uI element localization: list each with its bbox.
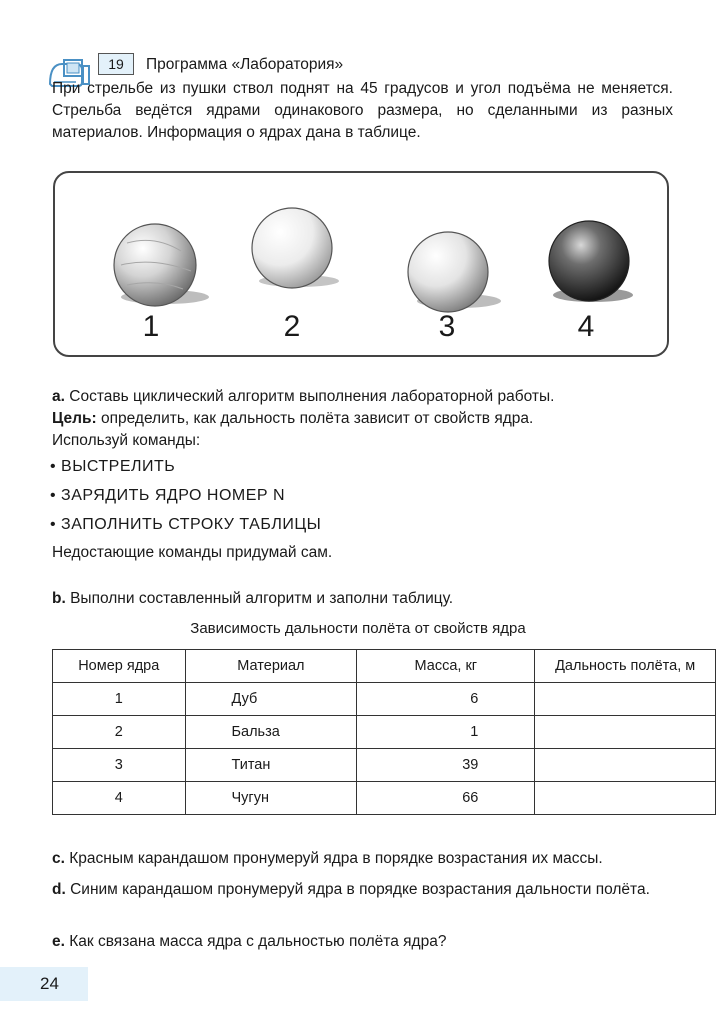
- goal-text: определить, как дальность полёта зависит от свойств ядра.: [100, 410, 534, 427]
- ball-label-1: 1: [142, 310, 160, 343]
- task-number-badge: 19: [98, 53, 134, 75]
- part-b-text: Выполни составленный алгоритм и заполни таблицу.: [70, 590, 454, 607]
- cell-distance-input[interactable]: [535, 683, 716, 716]
- ball-4-cast-iron: [549, 221, 629, 301]
- part-c-letter: c.: [52, 850, 65, 867]
- part-c-text: Красным карандашом пронумеруй ядра в порядке возрастания их массы.: [69, 850, 603, 867]
- cell-mass: 1: [357, 716, 535, 749]
- part-d-text: Синим карандашом пронумеруй ядра в порядке возрастания дальности полёта.: [70, 881, 650, 898]
- cell-mass: 39: [357, 749, 535, 782]
- ball-3-titanium: [408, 232, 488, 312]
- table-row: [53, 782, 716, 815]
- goal-label: Цель:: [52, 410, 97, 427]
- cell-material: Бальза: [185, 716, 357, 749]
- cannonballs-table: [52, 649, 716, 815]
- table-caption: Зависимость дальности полёта от свойств ядра: [190, 620, 526, 637]
- ball-label-2: 2: [283, 310, 301, 343]
- page-number: 24: [40, 974, 59, 993]
- part-b: [52, 588, 673, 610]
- part-c: [52, 848, 673, 870]
- command-fill-row: • ЗАПОЛНИТЬ СТРОКУ ТАБЛИЦЫ: [50, 516, 322, 533]
- header-mass: Масса, кг: [357, 650, 535, 683]
- header-distance: Дальность полёта, м: [535, 650, 716, 683]
- table-row: [53, 716, 716, 749]
- missing-commands-text: Недостающие команды придумай сам.: [52, 544, 333, 561]
- part-b-letter: b.: [52, 590, 66, 607]
- part-d-letter: d.: [52, 881, 66, 898]
- task-title: Программа «Лаборатория»: [146, 56, 344, 73]
- table-row: [53, 749, 716, 782]
- cell-distance-input[interactable]: [535, 716, 716, 749]
- ball-label-3: 3: [438, 310, 456, 343]
- cell-distance-input[interactable]: [535, 782, 716, 815]
- part-a-text: Составь циклический алгоритм выполнения лабораторной работы.: [69, 388, 555, 405]
- cell-number: 3: [53, 749, 186, 782]
- cell-number: 1: [53, 683, 186, 716]
- cell-distance-input[interactable]: [535, 749, 716, 782]
- command-fire: • ВЫСТРЕЛИТЬ: [50, 458, 176, 475]
- part-a-goal: [52, 408, 673, 430]
- part-a: [52, 386, 673, 408]
- command-load: • ЗАРЯДИТЬ ЯДРО НОМЕР N: [50, 487, 286, 504]
- task-intro: При стрельбе из пушки ствол поднят на 45 градусов и угол подъёма не меняется. Стрельба ведётся ядрами одинакового размера, но сделанными из разных материалов. Информация о ядрах дана в таблице.: [52, 80, 673, 141]
- cell-mass: 6: [357, 683, 535, 716]
- cell-material: Чугун: [185, 782, 357, 815]
- cell-material: Титан: [185, 749, 357, 782]
- header-material: Материал: [185, 650, 357, 683]
- part-e-letter: e.: [52, 933, 65, 950]
- cell-number: 4: [53, 782, 186, 815]
- part-d: [52, 879, 673, 901]
- part-e-text: Как связана масса ядра с дальностью полёта ядра?: [69, 933, 447, 950]
- header-number: Номер ядра: [53, 650, 186, 683]
- cell-mass: 66: [357, 782, 535, 815]
- table-row: [53, 683, 716, 716]
- ball-2-balsa: [252, 208, 332, 288]
- use-commands-text: Используй команды:: [52, 432, 201, 449]
- table-header-row: [53, 650, 716, 683]
- ball-1-wood: [114, 224, 196, 306]
- cell-number: 2: [53, 716, 186, 749]
- part-a-letter: a.: [52, 388, 65, 405]
- ball-label-4: 4: [577, 310, 595, 343]
- cell-material: Дуб: [185, 683, 357, 716]
- part-e: [52, 931, 673, 953]
